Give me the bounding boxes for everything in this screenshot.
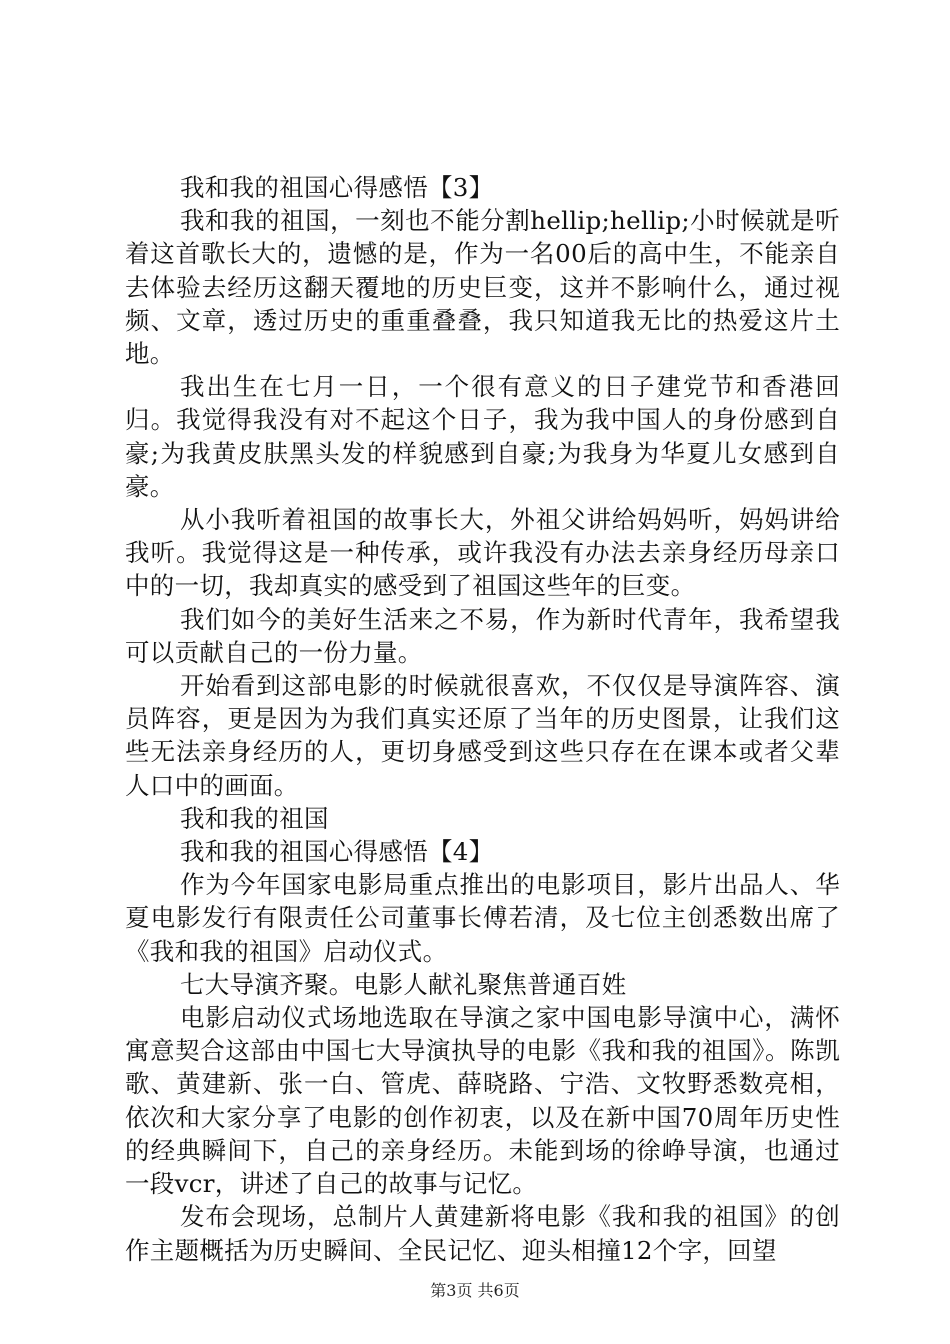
paragraph: 开始看到这部电影的时候就很喜欢，不仅仅是导演阵容、演员阵容，更是因为为我们真实还原了当年的历史图景，让我们这些无法亲身经历的人，更切身感受到这些只存在在课本或者父辈人口中的画面。 (125, 671, 840, 800)
paragraph: 我和我的祖国，一刻也不能分割hellip;hellip;小时候就是听着这首歌长大的，遗憾的是，作为一名00后的高中生，不能亲自去体验去经历这翻天覆地的历史巨变，这并不影响什么，通过视频、文章，透过历史的重重叠叠，我只知道我无比的热爱这片土地。 (125, 206, 840, 369)
paragraph: 作为今年国家电影局重点推出的电影项目，影片出品人、华夏电影发行有限责任公司董事长傅若清，及七位主创悉数出席了《我和我的祖国》启动仪式。 (125, 870, 840, 966)
document-body (125, 171, 840, 1267)
paragraph: 从小我听着祖国的故事长大，外祖父讲给妈妈听，妈妈讲给我听。我觉得这是一种传承，或许我没有办法去亲身经历母亲口中的一切，我却真实的感受到了祖国这些年的巨变。 (125, 505, 840, 601)
paragraph: 发布会现场，总制片人黄建新将电影《我和我的祖国》的创作主题概括为历史瞬间、全民记忆、迎头相撞12个字，回望 (125, 1202, 840, 1265)
page-footer (0, 1281, 950, 1301)
page-number: 第3页 共6页 (430, 1281, 520, 1300)
paragraph: 我们如今的美好生活来之不易，作为新时代青年，我希望我可以贡献自己的一份力量。 (125, 604, 840, 667)
paragraph-short: 我和我的祖国 (180, 803, 329, 833)
section-heading-3: 我和我的祖国心得感悟【3】 (180, 173, 494, 202)
paragraph: 我出生在七月一日，一个很有意义的日子建党节和香港回归。我觉得我没有对不起这个日子，我为我中国人的身份感到自豪;为我黄皮肤黑头发的样貌感到自豪;为我身为华夏儿女感到自豪。 (125, 372, 840, 501)
paragraph: 电影启动仪式场地选取在导演之家中国电影导演中心，满怀寓意契合这部由中国七大导演执导的电影《我和我的祖国》。陈凯歌、黄建新、张一白、管虎、薛晓路、宁浩、文牧野悉数亮相，依次和大家分享了电影的创作初衷，以及在新中国70周年历史性的经典瞬间下，自己的亲身经历。未能到场的徐峥导演，也通过一段vcr，讲述了自己的故事与记忆。 (125, 1003, 840, 1199)
section-heading-4: 我和我的祖国心得感悟【4】 (180, 837, 494, 867)
subheading: 七大导演齐聚。电影人献礼聚焦普通百姓 (180, 969, 627, 999)
